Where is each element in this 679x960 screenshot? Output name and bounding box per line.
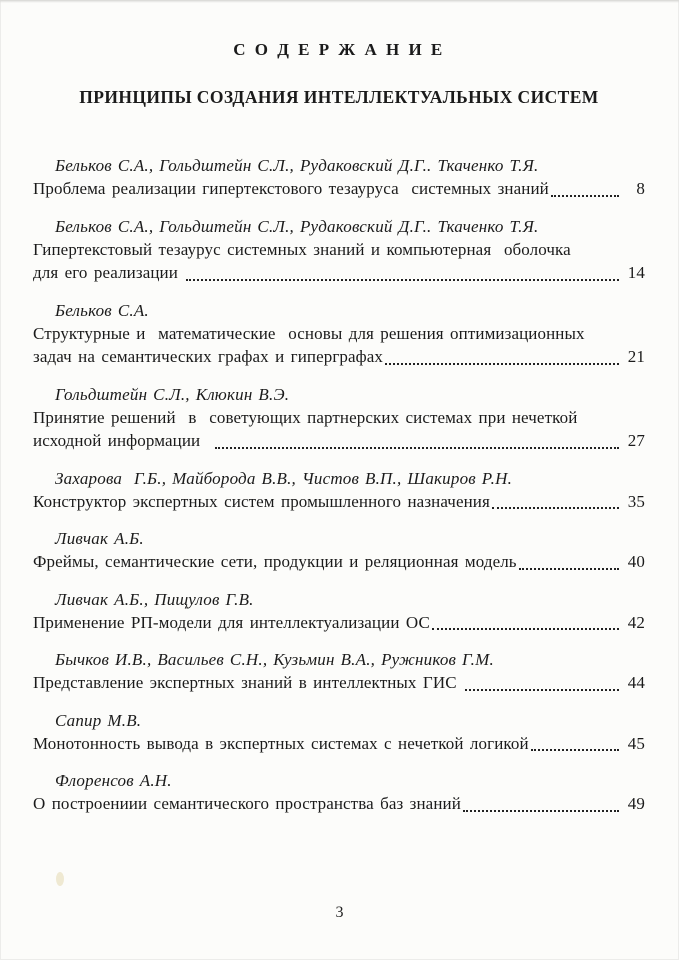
entry-title-leader-line [33,345,645,369]
entry-title-leader-line [33,550,645,574]
toc-entry [33,709,645,756]
entry-title-text: исходной информации [33,431,213,450]
toc-entry [33,299,645,369]
dot-leader [215,447,619,449]
entry-title-text: Конструктор экспертных систем промышленного назначения [33,491,490,511]
entry-page-number: 42 [627,612,645,632]
entry-title-text: задач на семантических графах и гиперграфах [33,347,384,366]
entry-title-line [33,238,645,262]
scan-speck-artifact [56,872,64,886]
entry-title-text: Принятие решений в советующих партнерских системах при нечеткой [33,407,578,427]
entry-authors: Сапир М.В. [55,710,142,730]
entry-title-leader-line [33,490,645,514]
toc-entry [33,527,645,574]
entry-authors: Бельков С.А. [55,300,149,320]
dot-leader [519,568,619,570]
toc-title: С О Д Е Р Ж А Н И Е [233,40,445,59]
entry-authors: Гольдштейн С.Л., Клюкин В.Э. [55,384,290,404]
footer-page-number: 3 [335,904,344,921]
entry-authors: Флоренсов А.Н. [55,771,172,790]
entry-page-number: 45 [627,733,645,753]
entry-title-leader-line [33,429,645,453]
toc-entry [33,154,645,201]
entry-title-text: Применение РП-модели для интеллектуализации ОС [33,612,430,632]
entry-title-text: Фреймы, семантические сети, продукции и реляционная модель [33,552,517,571]
toc-entry [33,383,645,453]
entry-title-leader-line [33,732,645,756]
dot-leader [463,810,619,812]
dot-leader [186,279,619,281]
entry-title-leader-line [33,177,645,201]
dot-leader [465,689,619,691]
entry-title-leader-line [33,261,645,285]
entry-authors: Бельков С.А., Гольдштейн С.Л., Рудаковский Д.Г.. Ткаченко Т.Я. [55,156,539,175]
entry-page-number: 27 [627,431,645,450]
toc-entry [33,769,645,816]
entry-authors: Захарова Г.Б., Майборода В.В., Чистов В.П., Шакиров Р.Н. [55,468,513,488]
entry-page-number: 49 [627,794,645,813]
entry-title-leader-line [33,671,645,695]
toc-entry [33,588,645,635]
entry-title-leader-line [33,611,645,635]
entry-authors: Ливчак А.Б., Пищулов Г.В. [55,589,254,609]
toc-entry [33,215,645,285]
toc-entry [33,467,645,514]
entry-title-text: Проблема реализации гипертекстового тезауруса системных знаний [33,179,549,198]
entry-page-number: 14 [627,263,645,282]
entry-title-leader-line [33,792,645,816]
section-title: ПРИНЦИПЫ СОЗДАНИЯ ИНТЕЛЛЕКТУАЛЬНЫХ СИСТЕМ [79,87,599,107]
dot-leader [551,195,619,197]
dot-leader [531,749,619,751]
entry-title-text: Структурные и математические основы для решения оптимизационных [33,323,585,343]
entry-page-number: 8 [636,179,645,198]
entry-authors: Бычков И.В., Васильев С.Н., Кузьмин В.А., Ружников Г.М. [55,650,494,669]
entry-title-line [33,406,645,430]
dot-leader [385,363,619,365]
toc-content [33,0,645,830]
entry-title-text: для его реализации [33,263,185,282]
entry-title-text: Представление экспертных знаний в интеллектных ГИС [33,673,463,692]
entry-page-number: 35 [627,491,645,511]
toc-entry [33,648,645,695]
entry-title-line [33,322,645,346]
entry-title-text: О построениии семантического пространства баз знаний [33,794,461,813]
dot-leader [492,507,619,509]
entry-authors: Ливчак А.Б. [55,529,144,548]
toc-entries [33,154,645,816]
entry-page-number: 44 [627,673,645,692]
entry-page-number: 40 [627,552,645,571]
entry-page-number: 21 [627,347,645,366]
entry-title-text: Монотонность вывода в экспертных системах с нечеткой логикой [33,733,529,753]
dot-leader [432,628,619,630]
entry-authors: Бельков С.А., Гольдштейн С.Л., Рудаковский Д.Г.. Ткаченко Т.Я. [55,216,539,236]
entry-title-text: Гипертекстовый тезаурус системных знаний и компьютерная оболочка [33,239,571,259]
